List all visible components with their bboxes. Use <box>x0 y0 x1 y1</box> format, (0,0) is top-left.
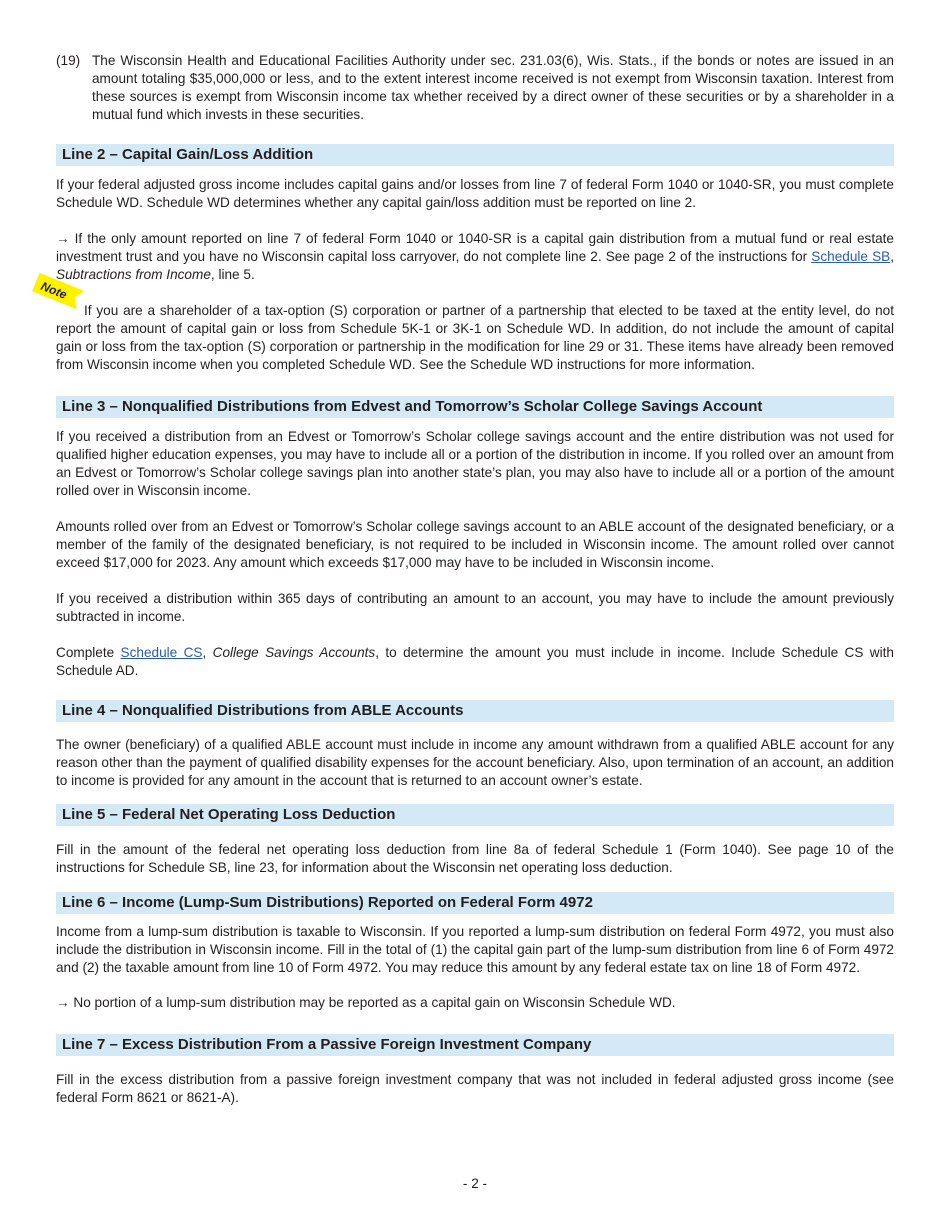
list-number: (19) <box>56 53 81 68</box>
line5-paragraph-1: Fill in the amount of the federal net operating loss deduction from line 8a of federal Schedule 1 (Form 1040). See page 10 of the instructions for Schedule SB, line 23, for information about the Wisconsin net operating loss deduction. <box>56 842 894 875</box>
schedule-sb-link[interactable]: Schedule SB <box>811 249 891 264</box>
page-number: - 2 - <box>462 1176 488 1191</box>
line6-paragraph-1: Income from a lump-sum distribution is taxable to Wisconsin. If you reported a lump-sum distribution on federal Form 4972, you must also include the distribution in Wisconsin income. Fill in the total of (1) the capital gain part of the lump-sum distribution from line 6 of Form 4972 and (2) the taxable amount from line 10 of Form 4972. You may reduce this amount by any federal estate tax on line 18 of Form 4972. <box>56 924 894 975</box>
heading-line-3: Line 3 – Nonqualified Distributions from Edvest and Tomorrow’s Scholar College Savings Account <box>56 396 894 418</box>
heading-line-5: Line 5 – Federal Net Operating Loss Deduction <box>56 804 894 826</box>
line3-paragraph-1: If you received a distribution from an Edvest or Tomorrow’s Scholar college savings account and the entire distribution was not used for qualified higher education expenses, you may have to include all or a portion of the distribution in income. If you rolled over an amount from an Edvest or Tomorrow’s Scholar college savings plan into another state’s plan, you may also have to include all or a portion of the amount rolled over in Wisconsin income. <box>56 429 894 498</box>
line3-paragraph-2: Amounts rolled over from an Edvest or Tomorrow’s Scholar college savings account to an ABLE account of the designated beneficiary, or a member of the family of the designated beneficiary, is not required to be included in Wisconsin income. The amount rolled over cannot exceed $17,000 for 2023. Any amount which exceeds $17,000 may have to be included in Wisconsin income. <box>56 519 894 570</box>
note-text: If you are a shareholder of a tax-option (S) corporation or partner of a partnership that elected to be taxed at the entity level, do not report the amount of capital gain or loss from Schedule 5K-1 or 3K-1 on Schedule WD. In addition, do not include the amount of capital gain or loss from the tax-option (S) corporation or partnership in the modification for line 29 or 31. These items have already been removed from Wisconsin income when you completed Schedule WD. See the Schedule WD instructions for more information. <box>56 303 894 372</box>
list-item-19 <box>56 52 894 124</box>
note-label: Note <box>38 278 69 302</box>
document-page <box>38 52 894 1107</box>
list-item-text: The Wisconsin Health and Educational Facilities Authority under sec. 231.03(6), Wis. Stats., if the bonds or notes are issued in an amount totaling $35,000,000 or less, and to the extent interest income received is not exempt from Wisconsin taxation. Interest from these sources is exempt from Wisconsin income tax whether received by a direct owner of these securities or by a shareholder in a mutual fund which invests in these securities. <box>92 53 894 122</box>
heading-line-2: Line 2 – Capital Gain/Loss Addition <box>56 144 894 166</box>
line6-paragraph-2: → No portion of a lump-sum distribution may be reported as a capital gain on Wisconsin Schedule WD. <box>56 995 676 1010</box>
line3-paragraph-3: If you received a distribution within 365 days of contributing an amount to an account, you may have to include the amount previously subtracted in income. <box>56 591 894 624</box>
line3-paragraph-4: Complete Schedule CS, College Savings Accounts, to determine the amount you must include in income. Include Schedule CS with Schedule AD. <box>56 645 894 678</box>
line7-paragraph-1: Fill in the excess distribution from a passive foreign investment company that was not included in federal adjusted gross income (see federal Form 8621 or 8621-A). <box>56 1072 894 1105</box>
heading-line-4: Line 4 – Nonqualified Distributions from ABLE Accounts <box>56 700 894 722</box>
line4-paragraph-1: The owner (beneficiary) of a qualified ABLE account must include in income any amount withdrawn from a qualified ABLE account for any reason other than the payment of qualified disability expenses for the account beneficiary. Also, upon termination of an account, an addition to income is provided for any amount in the account that is returned to an account owner’s estate. <box>56 737 894 788</box>
heading-line-7: Line 7 – Excess Distribution From a Passive Foreign Investment Company <box>56 1034 894 1056</box>
schedule-cs-link[interactable]: Schedule CS <box>120 645 203 660</box>
line2-paragraph-2: → If the only amount reported on line 7 of federal Form 1040 or 1040-SR is a capital gain distribution from a mutual fund or real estate investment trust and you have no Wisconsin capital loss carryover, do not complete line 2. See page 2 of the instructions for Schedule SB, Subtractions from Income, line 5. <box>56 231 894 282</box>
note-block <box>38 278 894 374</box>
line2-paragraph-1: If your federal adjusted gross income includes capital gains and/or losses from line 7 of federal Form 1040 or 1040-SR, you must complete Schedule WD. Schedule WD determines whether any capital gain/loss addition must be reported on line 2. <box>56 177 894 210</box>
heading-line-6: Line 6 – Income (Lump-Sum Distributions) Reported on Federal Form 4972 <box>56 892 894 914</box>
